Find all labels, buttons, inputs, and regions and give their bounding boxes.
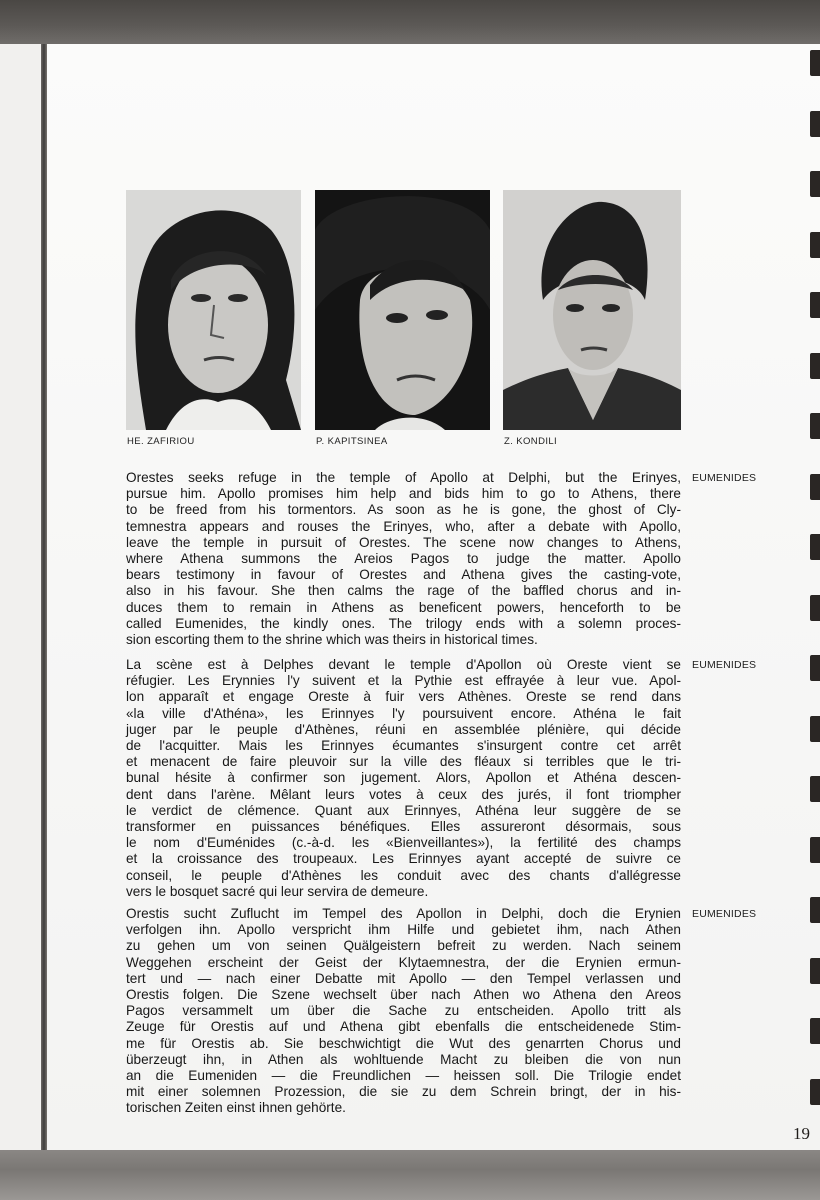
text-line: conseil, le peuple d'Athènes les conduit avec des chants d'allégresse (126, 867, 681, 883)
binding-comb-tooth (810, 595, 820, 621)
binding-comb-tooth (810, 897, 820, 923)
page-number: 19 (793, 1124, 810, 1143)
text-line: Orestis folgen. Die Szene wechselt über nach Athen wo Athena den Areos (126, 987, 681, 1003)
text-line: lon apparaît et engage Oreste à fuir vers Athènes. Oreste se rend dans (126, 689, 681, 705)
text-line: also in his favour. She then calms the rage of the baffled chorus and in- (126, 583, 681, 599)
binding-comb-tooth (810, 716, 820, 742)
text-line: transformer en puissances bénéfiques. Elles assureront désormais, sous (126, 819, 681, 835)
portrait-photo-zafiriou (126, 190, 301, 430)
section-label-english: EUMENIDES (692, 472, 757, 484)
text-line: überzeugt ihn, in Athen als wohltuende Macht zu bleiben die von nun (126, 1051, 681, 1067)
binding-comb-tooth (810, 111, 820, 137)
text-line: Weggehen erscheint der Geist der Klytaemnestra, der die Erynien ermun- (126, 954, 681, 970)
text-line: pursue him. Apollo promises him help and bids him to go to Athens, there (126, 486, 681, 502)
text-line: Pagos versammelt um über die Sache zu entscheiden. Apollo tritt als (126, 1003, 681, 1019)
text-line: «la ville d'Athéna», les Erinnyes l'y poursuivent encore. Athéna le fait (126, 705, 681, 721)
text-line: mit einer solemnen Prozession, die sie zu dem Schrein bringt, der in his- (126, 1084, 681, 1100)
text-line: bears testimony in favour of Orestes and Athena gives the casting-vote, (126, 567, 681, 583)
binding-comb-tooth (810, 171, 820, 197)
text-line: zu gehen um von seinen Quälgeistern befreit zu werden. Nach seinem (126, 938, 681, 954)
binding-comb-tooth (810, 50, 820, 76)
text-line: vers le bosquet sacré qui leur servira de demeure. (126, 883, 429, 899)
text-line: verfolgen ihn. Apollo verspricht ihm Hilfe und gebietet ihm, nach Athen (126, 922, 681, 938)
binding-comb-tooth (810, 837, 820, 863)
binding-comb-tooth (810, 534, 820, 560)
text-line: de l'acquitter. Mais les Erinnyes écumantes s'insurgent contre cet arrêt (126, 738, 681, 754)
binding-comb-tooth (810, 413, 820, 439)
synopsis-english (126, 470, 681, 648)
text-line: me für Orestis ab. Sie beschwichtigt die Wut des genarrten Chorus und (126, 1035, 681, 1051)
photo-caption: Z. KONDILI (504, 436, 558, 447)
text-line: Zeuge für Orestis auf und Athena gibt ebenfalls die entscheidenede Stim- (126, 1019, 681, 1035)
section-label-german: EUMENIDES (692, 908, 757, 920)
text-line: torischen Zeiten einst ihnen gehörte. (126, 1100, 346, 1116)
text-line: Orestes seeks refuge in the temple of Apollo at Delphi, but the Erinyes, (126, 470, 681, 485)
text-line: et la croissance des troupeaux. Les Erinnyes ayant accepté de suivre ce (126, 851, 681, 867)
text-line: le verdict de clémence. Quant aux Erinnyes, Athéna leur suggère de se (126, 802, 681, 818)
binding-comb-tooth (810, 776, 820, 802)
text-line: Orestis sucht Zuflucht im Tempel des Apollon in Delphi, doch die Erynien (126, 906, 681, 921)
text-line: bunal hésite à confirmer son jugement. Alors, Apollon et Athéna descen- (126, 770, 681, 786)
text-line: tert und — nach einer Debatte mit Apollo — den Tempel verlassen und (126, 970, 681, 986)
binding-comb-tooth (810, 474, 820, 500)
synopsis-french (126, 657, 681, 900)
binding-comb-tooth (810, 655, 820, 681)
text-line: to be freed from his tormentors. As soon as he is gone, the ghost of Cly- (126, 502, 681, 518)
text-line: La scène est à Delphes devant le temple d'Apollon où Oreste vient se (126, 657, 681, 672)
text-line: et menacent de faire pleuvoir sur la ville des fléaux si terribles que le tri- (126, 754, 681, 770)
text-line: le nom d'Euménides (c.-à-d. les «Bienveillantes»), la fertilité des champs (126, 835, 681, 851)
text-line: temnestra appears and rouses the Erinyes, who, after a debate with Apollo, (126, 518, 681, 534)
binding-comb-tooth (810, 292, 820, 318)
binding-comb-tooth (810, 958, 820, 984)
scanner-border-bottom (0, 1150, 820, 1200)
portrait-photo-kondili (503, 190, 681, 430)
text-line: juger par le peuple d'Athènes, réuni en assemblée plénière, qui décide (126, 721, 681, 737)
text-line: where Athena summons the Areios Pagos to judge the matter. Apollo (126, 551, 681, 567)
binding-comb-tooth (810, 1079, 820, 1105)
text-line: sion escorting them to the shrine which was theirs in historical times. (126, 632, 538, 648)
photo-caption: P. KAPITSINEA (316, 436, 388, 447)
text-line: réfugier. Les Erynnies l'y suivent et la Pythie est effrayée à leur vue. Apol- (126, 673, 681, 689)
text-line: called Eumenides, the kindly ones. The trilogy ends with a solemn proces- (126, 615, 681, 631)
facing-page-edge (0, 44, 40, 1150)
binding-comb-tooth (810, 1018, 820, 1044)
binding-comb-tooth (810, 353, 820, 379)
photo-caption: HE. ZAFIRIOU (127, 436, 195, 447)
text-line: an die Eumeniden — die Freundlichen — heissen soll. Die Trilogie endet (126, 1068, 681, 1084)
scanner-border-top (0, 0, 820, 44)
text-line: leave the temple in pursuit of Orestes. The scene now changes to Athens, (126, 534, 681, 550)
binding-comb-tooth (810, 232, 820, 258)
text-line: dent dans l'arène. Mêlant leurs votes à ceux des jurés, il font triompher (126, 786, 681, 802)
synopsis-german (126, 906, 681, 1117)
text-line: duces them to remain in Athens as beneficent powers, henceforth to be (126, 599, 681, 615)
portrait-photo-kapitsinea (315, 190, 490, 430)
section-label-french: EUMENIDES (692, 659, 757, 671)
